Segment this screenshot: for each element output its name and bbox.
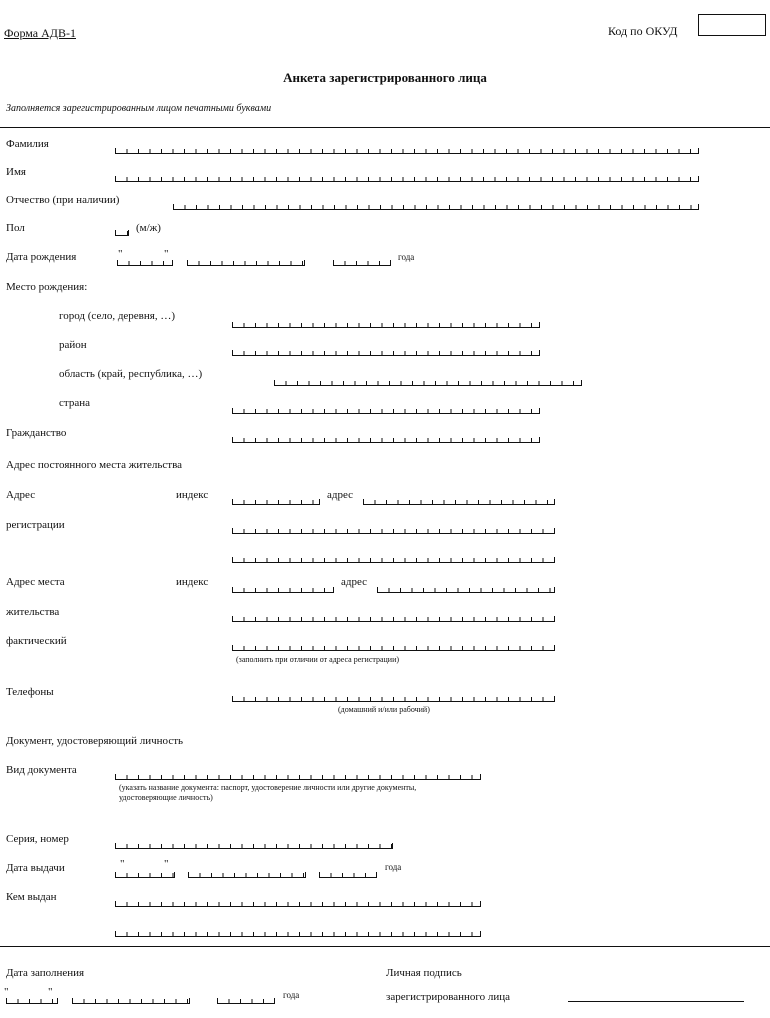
form-title: Анкета зарегистрированного лица (283, 70, 487, 85)
citizenship-label: Гражданство (6, 427, 67, 439)
actual-address-label: Адрес места (6, 576, 65, 588)
city-field[interactable] (232, 322, 540, 328)
reg-address-field-3[interactable] (232, 557, 555, 563)
actual-address-field-2[interactable] (232, 616, 555, 622)
name-field[interactable] (115, 176, 699, 182)
issued-by-field-2[interactable] (115, 931, 481, 937)
signature-label-2: зарегистрированного лица (386, 991, 511, 1003)
citizenship-field[interactable] (232, 437, 540, 443)
id-document-heading: Документ, удостоверяющий личность (6, 735, 184, 747)
city-label: город (село, деревня, …) (59, 310, 175, 322)
reg-address-field-1[interactable] (363, 499, 555, 505)
fill-month-field[interactable] (72, 998, 190, 1004)
country-label: страна (59, 397, 90, 409)
issue-date-label: Дата выдачи (6, 862, 65, 874)
reg-address-label: Адрес (6, 489, 36, 501)
phones-label: Телефоны (6, 686, 54, 698)
signature-field[interactable] (568, 1001, 744, 1002)
series-number-field[interactable] (115, 843, 393, 849)
form-subtitle: Заполняется зарегистрированным лицом печатными буквами (6, 103, 272, 114)
doc-type-hint-2: удостоверяющие личность) (119, 793, 213, 802)
quote-open: " (118, 248, 123, 260)
fill-year-field[interactable] (217, 998, 275, 1004)
region-field[interactable] (274, 380, 582, 386)
issue-day-field[interactable] (115, 872, 175, 878)
sex-hint: (м/ж) (136, 222, 161, 234)
series-number-label: Серия, номер (6, 833, 69, 845)
fill-quote-open: " (4, 986, 9, 998)
actual-address-hint: (заполнить при отличии от адреса регистрации) (236, 655, 400, 664)
reg-index-label: индекс (176, 489, 209, 501)
birth-place-label: Место рождения: (6, 281, 88, 293)
fill-date-label: Дата заполнения (6, 967, 85, 979)
doc-type-hint-1: (указать название документа: паспорт, удостоверение личности или другие документы, (119, 783, 417, 792)
issue-quote-close: " (164, 858, 169, 870)
patronymic-field[interactable] (173, 204, 699, 210)
actual-address-label-3: фактический (6, 635, 67, 647)
region-label: область (край, республика, …) (59, 368, 203, 380)
reg-address-word: адрес (327, 489, 354, 501)
issue-year-word: года (385, 862, 402, 872)
patronymic-label: Отчество (при наличии) (6, 194, 120, 206)
country-field[interactable] (232, 408, 540, 414)
actual-address-label-2: жительства (6, 606, 60, 618)
birth-year-word: года (398, 252, 415, 262)
reg-index-field[interactable] (232, 499, 320, 505)
footer-divider (0, 946, 770, 947)
actual-address-word: адрес (341, 576, 368, 588)
signature-label: Личная подпись (386, 967, 462, 979)
fill-quote-close: " (48, 986, 53, 998)
reg-address-field-2[interactable] (232, 528, 555, 534)
issued-by-field-1[interactable] (115, 901, 481, 907)
name-label: Имя (6, 166, 26, 178)
actual-address-field-3[interactable] (232, 645, 555, 651)
sex-field[interactable] (115, 230, 129, 236)
form-code: Форма АДВ-1 (4, 26, 76, 40)
district-label: район (59, 339, 87, 351)
reg-address-label-2: регистрации (6, 519, 65, 531)
surname-field[interactable] (115, 148, 699, 154)
phones-hint: (домашний и/или рабочий) (338, 705, 430, 714)
issue-year-field[interactable] (319, 872, 377, 878)
issue-month-field[interactable] (188, 872, 306, 878)
surname-label: Фамилия (6, 138, 49, 150)
birth-day-field[interactable] (117, 260, 173, 266)
doc-type-label: Вид документа (6, 764, 77, 776)
header-divider (0, 127, 770, 128)
birth-date-label: Дата рождения (6, 251, 77, 263)
quote-close: " (164, 248, 169, 260)
doc-type-field[interactable] (115, 774, 481, 780)
district-field[interactable] (232, 350, 540, 356)
birth-year-field[interactable] (333, 260, 391, 266)
birth-month-field[interactable] (187, 260, 305, 266)
sex-label: Пол (6, 222, 25, 234)
okud-code-field[interactable] (698, 14, 766, 36)
phones-field[interactable] (232, 696, 555, 702)
fill-day-field[interactable] (6, 998, 58, 1004)
actual-address-field-1[interactable] (377, 587, 555, 593)
issue-quote-open: " (120, 858, 125, 870)
okud-label: Код по ОКУД (608, 24, 678, 38)
permanent-address-heading: Адрес постоянного места жительства (6, 459, 183, 471)
issued-by-label: Кем выдан (6, 891, 57, 903)
fill-year-word: года (283, 990, 300, 1000)
actual-index-field[interactable] (232, 587, 334, 593)
actual-index-label: индекс (176, 576, 209, 588)
